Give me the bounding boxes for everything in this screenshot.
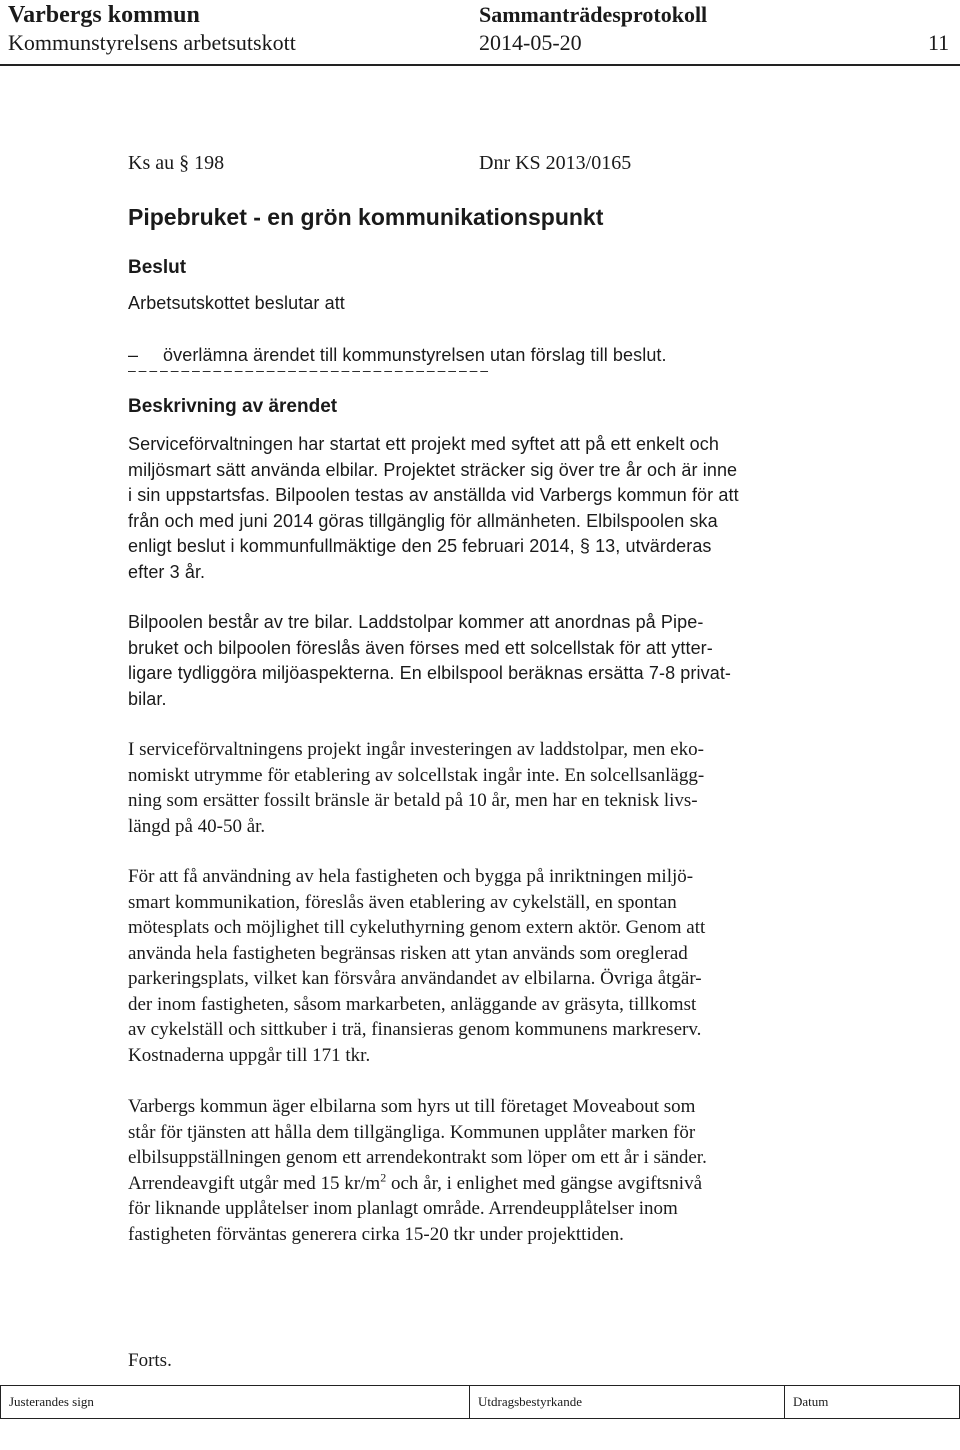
lease-fee-text: Arrendeavgift utgår med 15 kr/m <box>128 1172 381 1194</box>
text-line: elbilsuppställningen genom ett arrendekontrakt som löper om ett år i sänder. <box>128 1147 707 1168</box>
text-line: använda hela fastigheten begränsas risken att ytan används som oreglerad <box>128 942 688 964</box>
header-rule <box>0 64 960 66</box>
text-line: Varbergs kommun äger elbilarna som hyrs ut till företaget Moveabout som <box>128 1096 696 1117</box>
text-line <box>128 1171 810 1197</box>
footer-extract-label: Utdragsbestyrkande <box>478 1394 582 1409</box>
description-paragraph-2 <box>128 610 810 712</box>
text-line: För att få användning av hela fastigheten och bygga på inriktningen miljö- <box>128 866 694 887</box>
case-title: Pipebruket - en grön kommunikationspunkt <box>128 204 604 230</box>
case-dnr: Dnr KS 2013/0165 <box>479 152 632 174</box>
text-line: parkeringsplats, vilket kan försvåra användandet av elbilarna. Övriga åtgär- <box>128 968 702 989</box>
text-line: ning som ersätter fossilt bränsle är betald på 10 år, men har en teknisk livs- <box>128 790 698 811</box>
footer-date-label: Datum <box>793 1394 829 1409</box>
text-line: av cykelställ och sittkuber i trä, finansieras genom kommunens markreserv. <box>128 1019 702 1040</box>
lease-paragraph <box>128 1094 810 1247</box>
property-paragraph <box>128 864 810 1068</box>
text-line: Serviceförvaltningen har startat ett projekt med syftet att på ett enkelt och <box>128 434 720 454</box>
text-line: från och med juni 2014 göras tillgänglig för allmänheten. Elbilspoolen ska <box>128 510 718 531</box>
investment-paragraph <box>128 737 810 839</box>
text-line: I serviceförvaltningens projekt ingår investeringen av laddstolpar, men eko- <box>128 739 704 760</box>
text-line: miljösmart sätt använda elbilar. Projektet sträcker sig över tre år och är inne <box>128 459 738 480</box>
text-line: der inom fastigheten, såsom markarbeten, anläggande av gräsyta, tillkomst <box>128 993 697 1015</box>
decision-heading: Beslut <box>128 257 187 278</box>
text-line: bruket och bilpoolen föreslås även förses med ett solcellstak för att ytter- <box>128 637 713 658</box>
footer-date-box <box>784 1385 960 1419</box>
meeting-date: 2014-05-20 <box>479 30 582 55</box>
decision-intro: Arbetsutskottet beslutar att <box>128 293 345 313</box>
text-line: Bilpoolen består av tre bilar. Laddstolpar kommer att anordnas på Pipe- <box>128 612 704 632</box>
continued-note: Forts. <box>128 1350 172 1371</box>
page-number: 11 <box>928 30 950 55</box>
decision-item-dash: – <box>128 345 139 365</box>
lease-fee-text-cont: och år, i enlighet med gängse avgiftsnivå <box>386 1172 703 1194</box>
committee-name: Kommunstyrelsens arbetsutskott <box>8 30 296 55</box>
text-line: smart kommunikation, föreslås även etablering av cykelställ, en spontan <box>128 891 677 913</box>
org-name: Varbergs kommun <box>8 2 200 28</box>
text-line: enligt beslut i kommunfullmäktige den 25 februari 2014, § 13, utvärderas <box>128 536 712 556</box>
footer-sign-box <box>0 1385 470 1419</box>
case-paragraph: Ks au § 198 <box>128 152 225 174</box>
text-line: står för tjänsten att hålla dem tillgängliga. Kommunen upplåter marken för <box>128 1121 696 1143</box>
document-type: Sammanträdesprotokoll <box>479 2 708 27</box>
text-line: ligare tydliggöra miljöaspekterna. En elbilspool beräknas ersätta 7-8 privat- <box>128 663 732 683</box>
superscript-2: 2 <box>380 1170 387 1185</box>
text-line: Kostnaderna uppgår till 171 tkr. <box>128 1044 371 1066</box>
text-line: nomiskt utrymme för etablering av solcellstak ingår inte. En solcellsanlägg- <box>128 764 705 786</box>
text-line: fastigheten förväntas generera cirka 15-20 tkr under projekttiden. <box>128 1223 624 1245</box>
footer-extract-box <box>469 1385 785 1419</box>
text-line: för liknande upplåtelser inom planlagt område. Arrendeupplåtelser inom <box>128 1198 678 1219</box>
text-line: mötesplats och möjlighet till cykeluthyrning genom extern aktör. Genom att <box>128 917 706 938</box>
description-paragraph-1 <box>128 432 810 585</box>
text-line: längd på 40-50 år. <box>128 815 266 837</box>
separator-line: – – – – – – – – – – – – – – – – – – – – – – – – – – – – – – – – – – <box>128 362 488 378</box>
text-line: i sin uppstartsfas. Bilpoolen testas av anställda vid Varbergs kommun för att <box>128 485 739 505</box>
text-line: bilar. <box>128 688 167 709</box>
description-heading: Beskrivning av ärendet <box>128 396 338 417</box>
footer-sign-label: Justerandes sign <box>9 1394 94 1409</box>
text-line: efter 3 år. <box>128 561 206 582</box>
decision-item: överlämna ärendet till kommunstyrelsen utan förslag till beslut. <box>163 345 667 365</box>
